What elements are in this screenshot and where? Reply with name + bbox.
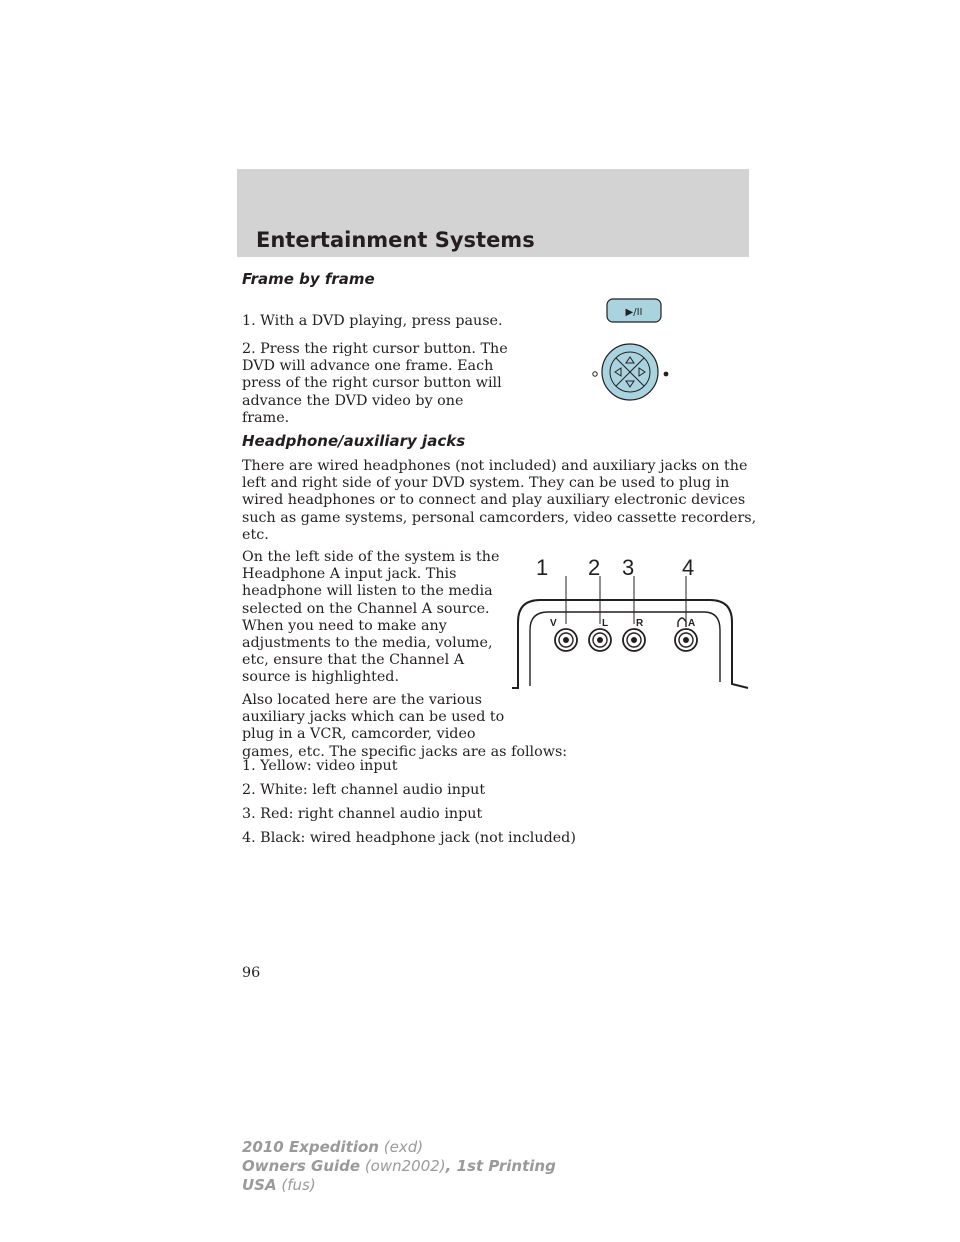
- text-line: Also located here are the various: [242, 692, 482, 708]
- text-line: advance the DVD video by one: [242, 392, 464, 409]
- footer-guide: Owners Guide: [242, 1157, 361, 1175]
- cursor-pad-figure: [590, 342, 676, 406]
- footer-guide-code: (own2002): [360, 1157, 446, 1175]
- text-line: source is highlighted.: [242, 669, 400, 686]
- play-pause-button-figure: [606, 298, 662, 324]
- text-line: frame.: [242, 409, 290, 426]
- jack-list-item-4: 4. Black: wired headphone jack (not included): [242, 830, 576, 846]
- page-number: 96: [242, 965, 261, 981]
- jack-number-4: 4: [682, 555, 695, 580]
- heading-headphone-jacks: Headphone/auxiliary jacks: [242, 432, 466, 450]
- footer-print-info: [242, 1138, 556, 1195]
- text-line: When you need to make any: [242, 617, 447, 634]
- text-line: DVD will advance one frame. Each: [242, 358, 494, 375]
- footer-market: USA: [242, 1176, 277, 1194]
- aux-jacks-description: [242, 692, 568, 761]
- footer-printing: , 1st Printing: [445, 1157, 556, 1175]
- text-line: adjustments to the media, volume,: [242, 635, 493, 652]
- text-line: selected on the Channel A source.: [242, 600, 490, 617]
- jacks-intro: [242, 458, 757, 544]
- jack-socket-headphone: [675, 629, 697, 651]
- play-pause-icon: ▶/II: [625, 307, 643, 318]
- jack-number-1: 1: [536, 555, 549, 580]
- jack-list-item-1: 1. Yellow: video input: [242, 758, 398, 774]
- footer-market-code: (fus): [276, 1176, 316, 1194]
- frame-step-2: [242, 341, 510, 427]
- section-title: Entertainment Systems: [256, 228, 535, 252]
- text-line: On the left side of the system is the: [242, 549, 500, 565]
- indicator-filled-icon: [664, 372, 669, 377]
- jack-letter-r: R: [636, 618, 644, 629]
- jack-socket-v: [555, 629, 577, 651]
- aux-jacks-panel-figure: [510, 548, 750, 698]
- jack-socket-l: [589, 629, 611, 651]
- jack-letter-l: L: [602, 618, 609, 629]
- text-line: auxiliary jacks which can be used to: [242, 709, 505, 726]
- text-line: headphone will listen to the media: [242, 583, 493, 600]
- text-line: such as game systems, personal camcorders, video cassette recorders,: [242, 509, 757, 526]
- text-line: left and right side of your DVD system. They can be used to plug in: [242, 475, 730, 492]
- text-line: 2. Press the right cursor button. The: [242, 341, 508, 357]
- headphone-a-description: [242, 549, 510, 687]
- jack-list-item-3: 3. Red: right channel audio input: [242, 806, 483, 822]
- text-line: Headphone A input jack. This: [242, 566, 457, 583]
- jack-letter-v: V: [550, 618, 557, 629]
- text-line: games, etc. The specific jacks are as follows:: [242, 743, 568, 760]
- frame-step-1: 1. With a DVD playing, press pause.: [242, 313, 503, 329]
- jack-letter-a: A: [688, 618, 696, 629]
- footer-model-code: (exd): [378, 1138, 424, 1156]
- jack-number-3: 3: [622, 555, 635, 580]
- jack-socket-r: [623, 629, 645, 651]
- indicator-open-icon: [593, 372, 597, 376]
- text-line: wired headphones or to connect and play auxiliary electronic devices: [242, 492, 746, 509]
- heading-frame-by-frame: Frame by frame: [242, 270, 375, 288]
- headphone-icon: [678, 618, 686, 627]
- footer-model: 2010 Expedition: [242, 1138, 379, 1156]
- text-line: There are wired headphones (not included) and auxiliary jacks on the: [242, 458, 748, 474]
- text-line: plug in a VCR, camcorder, video: [242, 726, 476, 743]
- text-line: etc.: [242, 526, 269, 543]
- jack-number-2: 2: [588, 555, 601, 580]
- text-line: press of the right cursor button will: [242, 375, 502, 392]
- text-line: etc, ensure that the Channel A: [242, 652, 465, 669]
- jack-list-item-2: 2. White: left channel audio input: [242, 782, 486, 798]
